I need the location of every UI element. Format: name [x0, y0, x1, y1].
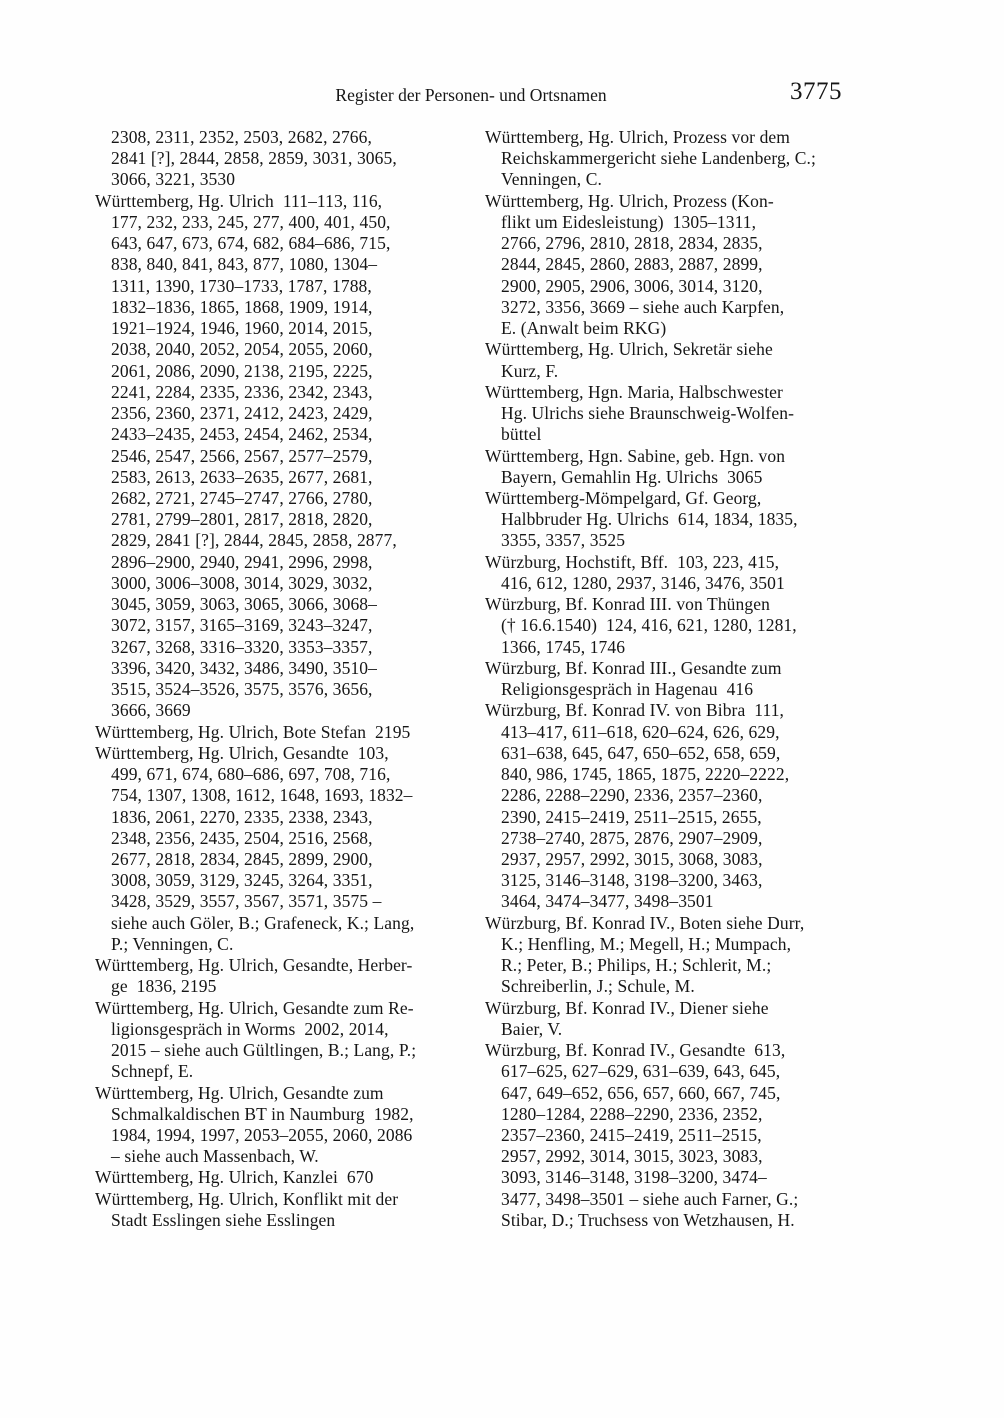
index-entry [95, 191, 471, 722]
entry-continuation-line: P.; Venningen, C. [111, 933, 234, 954]
entry-continuation-line: Schmalkaldischen BT in Naumburg 1982, [111, 1103, 414, 1124]
page-number: 3775 [790, 78, 842, 105]
entry-head-line: Württemberg, Hg. Ulrich, Gesandte zum [95, 1082, 384, 1103]
index-columns [95, 127, 887, 1231]
entry-continuation-line: 1366, 1745, 1746 [501, 636, 626, 657]
entry-continuation-line: Halbbruder Hg. Ulrichs 614, 1834, 1835, [501, 509, 798, 530]
entry-continuation-line: 3008, 3059, 3129, 3245, 3264, 3351, [111, 870, 373, 891]
entry-continuation-line: 413–417, 611–618, 620–624, 626, 629, [501, 721, 780, 742]
entry-head-line: Württemberg, Hgn. Maria, Halbschwester [485, 381, 783, 402]
entry-continuation-line: 3515, 3524–3526, 3575, 3576, 3656, [111, 679, 373, 700]
entry-continuation-line: 2390, 2415–2419, 2511–2515, 2655, [501, 806, 762, 827]
entry-continuation-line: 499, 671, 674, 680–686, 697, 708, 716, [111, 764, 391, 785]
entry-head-line: Würzburg, Bf. Konrad IV., Diener siehe [485, 997, 769, 1018]
entry-continuation-line: 2896–2900, 2940, 2941, 2996, 2998, [111, 551, 373, 572]
entry-head-line: Württemberg, Hgn. Sabine, geb. Hgn. von [485, 445, 786, 466]
index-entry [485, 658, 887, 700]
index-entry [485, 382, 887, 446]
entry-continuation-line: 2038, 2040, 2052, 2054, 2055, 2060, [111, 339, 373, 360]
entry-continuation-line: – siehe auch Massenbach, W. [111, 1146, 319, 1167]
index-entry [95, 722, 471, 743]
entry-head-line: Würzburg, Bf. Konrad III. von Thüngen [485, 594, 770, 615]
entry-continuation-line: 617–625, 627–629, 631–639, 643, 645, [501, 1061, 781, 1082]
entry-head-line: Würzburg, Bf. Konrad III., Gesandte zum [485, 657, 782, 678]
entry-continuation-line: Stibar, D.; Truchsess von Wetzhausen, H. [501, 1209, 795, 1230]
index-entry [485, 913, 887, 998]
entry-continuation-line: siehe auch Göler, B.; Grafeneck, K.; Lang, [111, 912, 415, 933]
entry-continuation-line: 1832–1836, 1865, 1868, 1909, 1914, [111, 296, 373, 317]
entry-head-line: Württemberg, Hg. Ulrich, Prozess (Kon- [485, 190, 774, 211]
entry-continuation-line: 2766, 2796, 2810, 2818, 2834, 2835, [501, 233, 763, 254]
index-entry [485, 446, 887, 488]
index-entry [95, 955, 471, 997]
entry-continuation-line: Bayern, Gemahlin Hg. Ulrichs 3065 [501, 466, 763, 487]
entry-continuation-line: († 16.6.1540) 124, 416, 621, 1280, 1281, [501, 615, 797, 636]
entry-continuation-line: 2061, 2086, 2090, 2138, 2195, 2225, [111, 360, 373, 381]
index-entry [485, 191, 887, 340]
entry-continuation-line: 643, 647, 673, 674, 682, 684–686, 715, [111, 233, 391, 254]
entry-continuation-line: 2357–2360, 2415–2419, 2511–2515, [501, 1125, 762, 1146]
index-entry [485, 488, 887, 552]
entry-continuation-line: ge 1836, 2195 [111, 976, 217, 997]
entry-continuation-line: 2781, 2799–2801, 2817, 2818, 2820, [111, 509, 373, 530]
entry-continuation-line: ligionsgespräch in Worms 2002, 2014, [111, 1018, 389, 1039]
entry-continuation-line: 2286, 2288–2290, 2336, 2357–2360, [501, 785, 763, 806]
entry-continuation-line: 1280–1284, 2288–2290, 2336, 2352, [501, 1103, 763, 1124]
index-entry [485, 700, 887, 912]
entry-head-line: Württemberg-Mömpelgard, Gf. Georg, [485, 487, 762, 508]
entry-continuation-line: 1311, 1390, 1730–1733, 1787, 1788, [111, 275, 372, 296]
entry-continuation-line: 647, 649–652, 656, 657, 660, 667, 745, [501, 1082, 781, 1103]
entry-continuation-line: Stadt Esslingen siehe Esslingen [111, 1209, 336, 1230]
entry-head-line: Württemberg, Hg. Ulrich, Konflikt mit der [95, 1188, 399, 1209]
index-entry [485, 552, 887, 594]
entry-continuation-line: 3396, 3420, 3432, 3486, 3490, 3510– [111, 657, 377, 678]
entry-continuation-line: E. (Anwalt beim RKG) [501, 318, 667, 339]
entry-continuation-line: 3267, 3268, 3316–3320, 3353–3357, [111, 636, 373, 657]
entry-continuation-line: 2433–2435, 2453, 2454, 2462, 2534, [111, 424, 373, 445]
entry-continuation-line: 2583, 2613, 2633–2635, 2677, 2681, [111, 466, 373, 487]
entry-continuation-line: 3464, 3474–3477, 3498–3501 [501, 891, 714, 912]
entry-continuation-line: Hg. Ulrichs siehe Braunschweig-Wolfen- [501, 403, 795, 424]
entry-continuation-line: R.; Peter, B.; Philips, H.; Schlerit, M.; [501, 955, 772, 976]
entry-head-line: Würzburg, Bf. Konrad IV., Boten siehe Durr, [485, 912, 805, 933]
index-entry [485, 1040, 887, 1231]
index-entry [485, 127, 887, 191]
entry-continuation-line: 1984, 1994, 1997, 2053–2055, 2060, 2086 [111, 1125, 413, 1146]
entry-continuation-line: 3272, 3356, 3669 – siehe auch Karpfen, [501, 296, 785, 317]
entry-continuation-line: 2844, 2845, 2860, 2883, 2887, 2899, [501, 254, 763, 275]
index-entry [95, 1189, 471, 1231]
entry-continuation-line: 631–638, 645, 647, 650–652, 658, 659, [501, 742, 781, 763]
entry-continuation-line: 2677, 2818, 2834, 2845, 2899, 2900, [111, 848, 373, 869]
entry-head-line: Württemberg, Hg. Ulrich, Sekretär siehe [485, 339, 773, 360]
entry-continuation-line: Schreiberlin, J.; Schule, M. [501, 976, 695, 997]
entry-continuation-line: 3125, 3146–3148, 3198–3200, 3463, [501, 870, 763, 891]
entry-continuation-line: 3428, 3529, 3557, 3567, 3571, 3575 – [111, 891, 382, 912]
entry-continuation-line: Venningen, C. [501, 169, 602, 190]
entry-head-line: Württemberg, Hg. Ulrich, Kanzlei 670 [95, 1167, 374, 1188]
entry-continuation-line: 3477, 3498–3501 – siehe auch Farner, G.; [501, 1188, 799, 1209]
entry-continuation-line: 838, 840, 841, 843, 877, 1080, 1304– [111, 254, 378, 275]
index-entry [485, 998, 887, 1040]
entry-continuation-line: 2829, 2841 [?], 2844, 2845, 2858, 2877, [111, 530, 397, 551]
entry-head-line: Würzburg, Bf. Konrad IV., Gesandte 613, [485, 1040, 786, 1061]
entry-continuation-line: 3355, 3357, 3525 [501, 530, 626, 551]
entry-continuation-line: 2900, 2905, 2906, 3006, 3014, 3120, [501, 275, 763, 296]
entry-continuation-line: 2308, 2311, 2352, 2503, 2682, 2766, [111, 127, 372, 147]
entry-head-line: Württemberg, Hg. Ulrich 111–113, 116, [95, 190, 383, 211]
entry-continuation-line: 2356, 2360, 2371, 2412, 2423, 2429, [111, 403, 373, 424]
entry-continuation-line: Reichskammergericht siehe Landenberg, C.; [501, 148, 816, 169]
entry-continuation-line: 3093, 3146–3148, 3198–3200, 3474– [501, 1167, 767, 1188]
column-right [485, 127, 887, 1231]
entry-continuation-line: 416, 612, 1280, 2937, 3146, 3476, 3501 [501, 572, 785, 593]
entry-head-line: Würzburg, Bf. Konrad IV. von Bibra 111, [485, 700, 785, 721]
entry-continuation-line: Religionsgespräch in Hagenau 416 [501, 679, 754, 700]
entry-continuation-line: 2682, 2721, 2745–2747, 2766, 2780, [111, 487, 373, 508]
entry-continuation-line: 1836, 2061, 2270, 2335, 2338, 2343, [111, 806, 373, 827]
index-entry [95, 127, 471, 191]
entry-head-line: Württemberg, Hg. Ulrich, Bote Stefan 2195 [95, 721, 411, 742]
entry-continuation-line: 2957, 2992, 3014, 3015, 3023, 3083, [501, 1146, 763, 1167]
entry-continuation-line: 2738–2740, 2875, 2876, 2907–2909, [501, 827, 763, 848]
column-left [95, 127, 471, 1231]
entry-continuation-line: 3066, 3221, 3530 [111, 169, 236, 190]
entry-continuation-line: flikt um Eidesleistung) 1305–1311, [501, 211, 757, 232]
entry-continuation-line: 754, 1307, 1308, 1612, 1648, 1693, 1832– [111, 785, 413, 806]
running-head [0, 78, 1004, 112]
entry-continuation-line: 2348, 2356, 2435, 2504, 2516, 2568, [111, 827, 373, 848]
index-entry [95, 998, 471, 1083]
index-entry [95, 743, 471, 955]
page-title: Register der Personen- und Ortsnamen [335, 85, 607, 105]
entry-continuation-line: 840, 986, 1745, 1865, 1875, 2220–2222, [501, 764, 790, 785]
entry-continuation-line: 2241, 2284, 2335, 2336, 2342, 2343, [111, 381, 373, 402]
entry-continuation-line: 2937, 2957, 2992, 3015, 3068, 3083, [501, 848, 763, 869]
entry-continuation-line: 2841 [?], 2844, 2858, 2859, 3031, 3065, [111, 148, 397, 169]
entry-continuation-line: Kurz, F. [501, 360, 559, 381]
entry-continuation-line: 3000, 3006–3008, 3014, 3029, 3032, [111, 572, 373, 593]
entry-continuation-line: 3666, 3669 [111, 700, 191, 721]
entry-continuation-line: 1921–1924, 1946, 1960, 2014, 2015, [111, 318, 373, 339]
index-entry [95, 1167, 471, 1188]
entry-head-line: Württemberg, Hg. Ulrich, Gesandte, Herber- [95, 955, 413, 976]
index-entry [485, 339, 887, 381]
entry-continuation-line: 3045, 3059, 3063, 3065, 3066, 3068– [111, 594, 377, 615]
entry-head-line: Württemberg, Hg. Ulrich, Gesandte zum Re- [95, 997, 414, 1018]
entry-head-line: Würzburg, Hochstift, Bff. 103, 223, 415, [485, 551, 780, 572]
entry-continuation-line: K.; Henfling, M.; Megell, H.; Mumpach, [501, 933, 792, 954]
entry-continuation-line: 2546, 2547, 2566, 2567, 2577–2579, [111, 445, 373, 466]
entry-continuation-line: 2015 – siehe auch Gültlingen, B.; Lang, P.; [111, 1040, 417, 1061]
entry-continuation-line: 3072, 3157, 3165–3169, 3243–3247, [111, 615, 373, 636]
entry-continuation-line: 177, 232, 233, 245, 277, 400, 401, 450, [111, 211, 391, 232]
entry-continuation-line: büttel [501, 424, 542, 445]
index-entry [95, 1083, 471, 1168]
entry-head-line: Württemberg, Hg. Ulrich, Gesandte 103, [95, 742, 389, 763]
index-entry [485, 594, 887, 658]
entry-continuation-line: Schnepf, E. [111, 1061, 194, 1082]
entry-continuation-line: Baier, V. [501, 1018, 563, 1039]
entry-head-line: Württemberg, Hg. Ulrich, Prozess vor dem [485, 127, 790, 147]
